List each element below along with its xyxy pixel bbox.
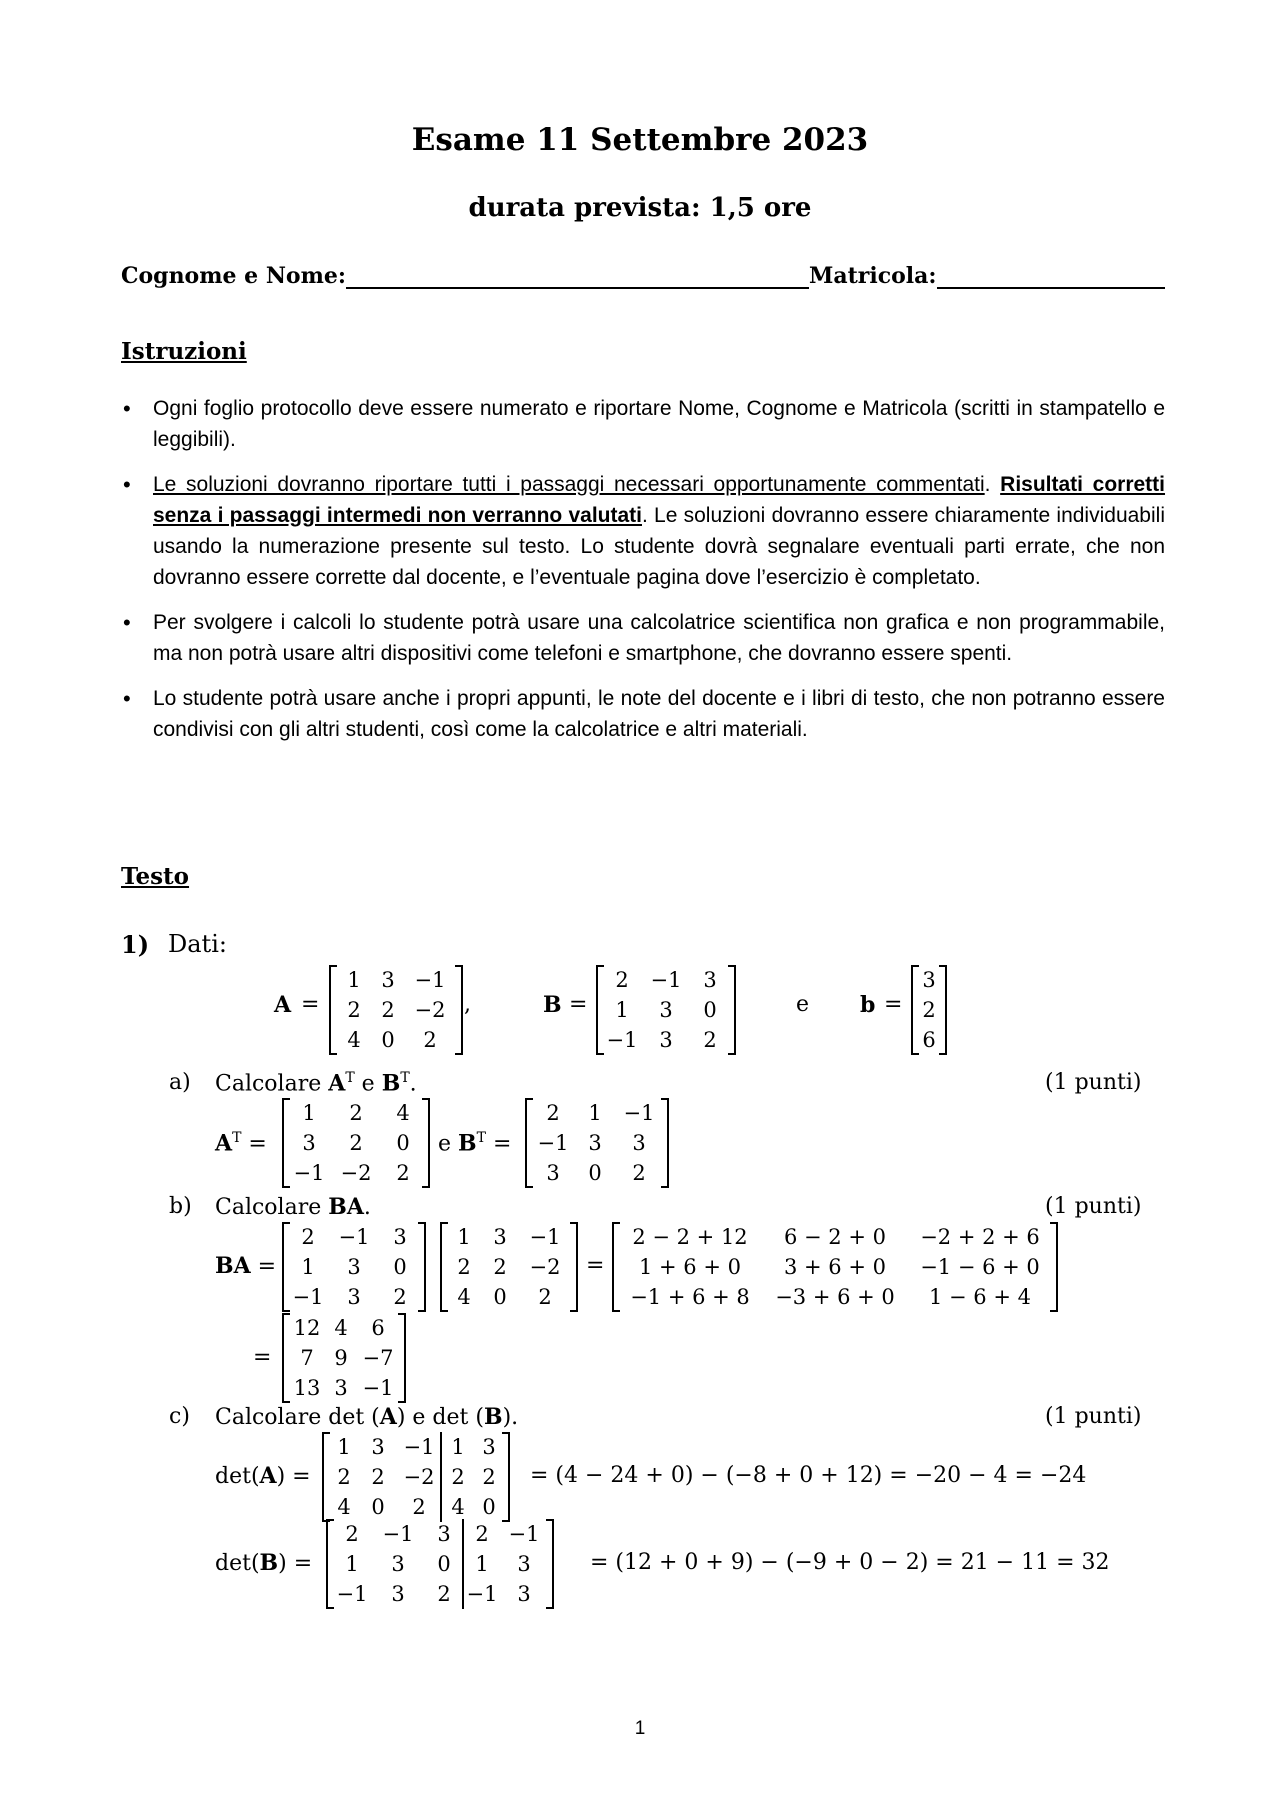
matrix-a: 1 3 −1 2 2 −2 4 0 2 (337, 965, 455, 1055)
id-label: Matricola: (809, 263, 937, 289)
ba-label: BA = (215, 1253, 277, 1279)
det-a-result: = (4 − 24 + 0) − (−8 + 0 + 12) = −20 − 4 = −24 (530, 1463, 1087, 1488)
matrix-b-transposed: 2 1 −1 −1 3 3 3 0 2 (533, 1098, 661, 1188)
part-b-letter: b) (169, 1194, 192, 1219)
equals-sign: = (301, 992, 320, 1017)
part-c-text: Calcolare det (A) e det (B). (215, 1404, 519, 1430)
question-number: 1) (121, 930, 150, 959)
equals-sign: = (586, 1253, 605, 1278)
student-fields (121, 263, 1165, 289)
bt-label: e $B^T$ = (438, 1130, 512, 1157)
part-a-text: Calcolare $A^T$ e $B^T$. (215, 1070, 417, 1097)
ba-expanded-matrix: 2 − 2 + 12 6 − 2 + 0 −2 + 2 + 6 1 + 6 + 0 3 + 6 + 0 −1 − 6 + 0 −1 + 6 + 8 −3 + 6 + 0 1 − 6 + 4 (620, 1222, 1050, 1312)
at-label: $A^T$ = (215, 1130, 267, 1157)
det-b-label: det(B) = (215, 1550, 313, 1576)
part-b-text: Calcolare BA. (215, 1194, 371, 1220)
equals-sign: = (569, 992, 588, 1017)
instruction-item: • Lo studente potrà usare anche i propri appunti, le note del docente e i libri di testo, che non potranno essere condivisi con gli altri studenti, così come la calcolatrice e altri materiali. (121, 683, 1165, 745)
id-field[interactable] (937, 265, 1165, 289)
part-a-letter: a) (169, 1070, 191, 1095)
det-a-sarrus: 1 3 −1 1 3 2 2 −2 2 2 4 0 2 4 0 (330, 1432, 502, 1522)
exam-title: Esame 11 Settembre 2023 (411, 122, 869, 158)
page-number: 1 (634, 1718, 646, 1739)
equals-sign: = (884, 992, 903, 1017)
instructions-heading: Istruzioni (121, 338, 247, 365)
det-a-label: det(A) = (215, 1463, 311, 1489)
ba-result-matrix: 12 4 6 7 9 −7 13 3 −1 (290, 1313, 398, 1403)
ba-matrix-a: 1 3 −1 2 2 −2 4 0 2 (448, 1222, 570, 1312)
instruction-item: • Le soluzioni dovranno riportare tutti i passaggi necessari opportunamente commentati. Risultati corretti senza i passaggi intermedi non verranno valutati. Le soluzioni dovranno essere chiaramente individuabili usando la numerazione presente sul testo. Lo studente dovrà segnalare eventuali parti errate, che non dovranno essere corrette dal docente, e l’eventuale pagina dove l’esercizio è completato. (121, 469, 1165, 593)
testo-heading: Testo (121, 863, 190, 890)
part-c-points: (1 punti) (1045, 1404, 1142, 1429)
det-b-result: = (12 + 0 + 9) − (−9 + 0 − 2) = 21 − 11 = 32 (590, 1550, 1110, 1575)
name-field[interactable] (346, 265, 809, 289)
part-b-points: (1 punti) (1045, 1194, 1142, 1219)
matrix-a-transposed: 1 2 4 3 2 0 −1 −2 2 (290, 1098, 422, 1188)
equals-sign: = (253, 1345, 272, 1370)
matrix-b: 2 −1 3 1 3 0 −1 3 2 (604, 965, 728, 1055)
name-label: Cognome e Nome: (121, 263, 347, 289)
det-b-sarrus: 2 −1 3 2 −1 1 3 0 1 3 −1 3 2 −1 3 (334, 1519, 546, 1609)
comma: , (464, 992, 471, 1017)
part-c-letter: c) (169, 1404, 190, 1429)
instructions-list (121, 393, 1165, 759)
matrix-a-label: A (274, 992, 292, 1018)
ba-matrix-b: 2 −1 3 1 3 0 −1 3 2 (290, 1222, 418, 1312)
exam-duration: durata prevista: 1,5 ore (468, 193, 812, 223)
vector-b: 3 2 6 (919, 965, 939, 1055)
instruction-item: • Ogni foglio protocollo deve essere numerato e riportare Nome, Cognome e Matricola (scritti in stampatello e leggibili). (121, 393, 1165, 455)
and-word: e (796, 992, 810, 1017)
matrix-b-label: B (543, 992, 562, 1018)
part-a-points: (1 punti) (1045, 1070, 1142, 1095)
vector-b-label: b (860, 992, 876, 1018)
instruction-item: • Per svolgere i calcoli lo studente potrà usare una calcolatrice scientifica non grafica e non programmabile, ma non potrà usare altri dispositivi come telefoni e smartphone, che dovranno essere spenti. (121, 607, 1165, 669)
question-intro: Dati: (168, 930, 227, 958)
